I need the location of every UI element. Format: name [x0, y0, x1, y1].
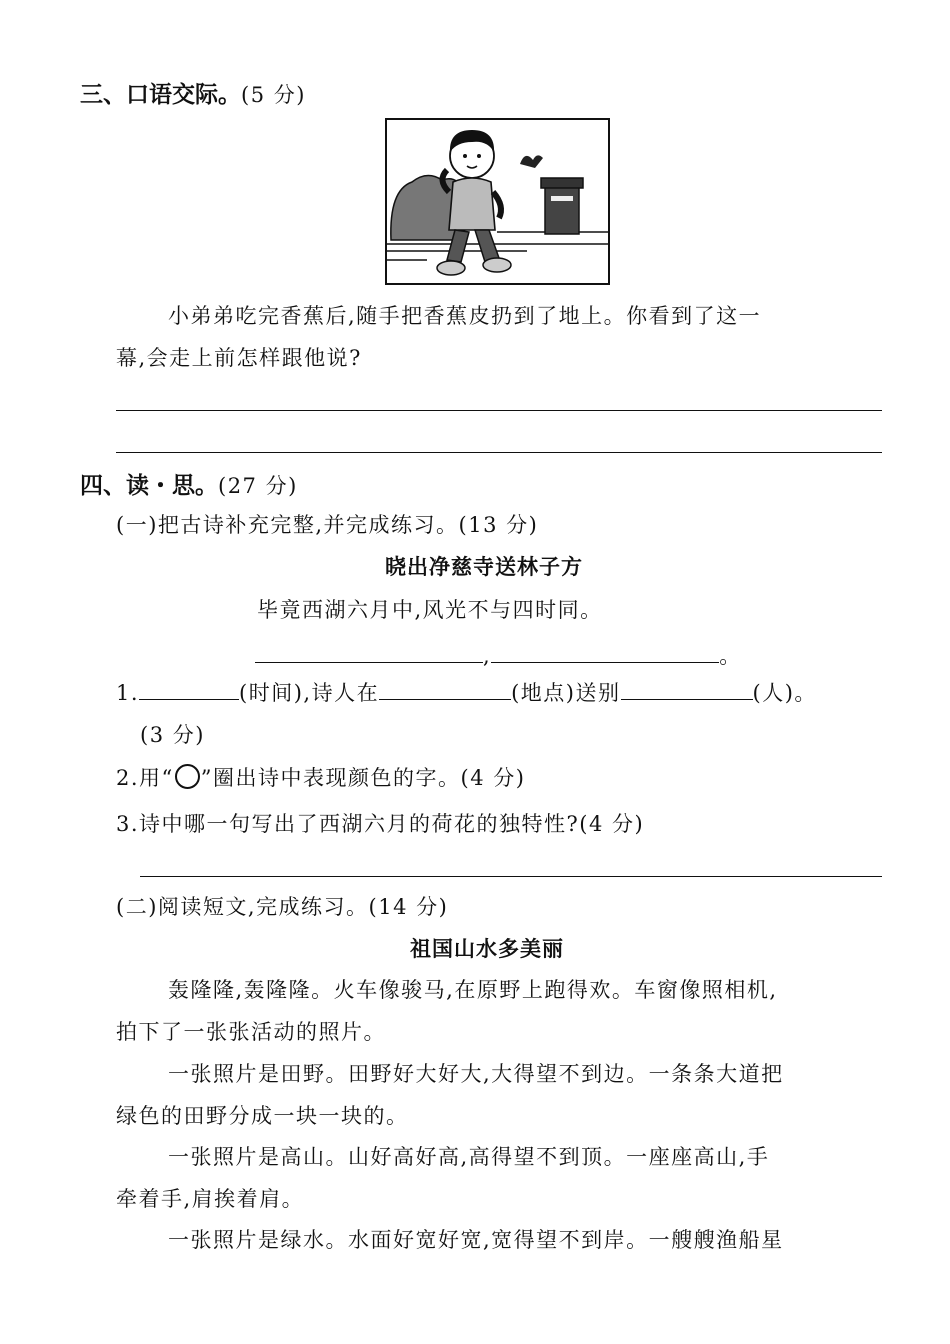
question-2 [116, 762, 525, 792]
passage-line: 牵着手,肩挨着肩。 [116, 1187, 305, 1211]
passage-line: 拍下了一张张活动的照片。 [116, 1020, 386, 1044]
poem-blank-2[interactable] [491, 642, 719, 663]
circle-icon [175, 764, 200, 789]
part1-label: (一)把古诗补充完整,并完成练习。(13 分) [116, 513, 539, 537]
q1-score: (3 分) [140, 723, 205, 747]
section4-heading [80, 467, 298, 500]
poem-comma: , [483, 644, 492, 668]
section3-score: (5 分) [241, 83, 306, 107]
part2-label: (二)阅读短文,完成练习。(14 分) [116, 895, 449, 919]
q1-person-label: (人)。 [752, 681, 817, 705]
passage-title: 祖国山水多美丽 [410, 937, 564, 961]
poem-line2-blanks [255, 640, 742, 670]
section3-prompt-line2: 幕,会走上前怎样跟他说? [116, 346, 362, 370]
section3-heading-text: 三、口语交际。 [80, 82, 241, 108]
poem-line1: 毕竟西湖六月中,风光不与四时同。 [257, 598, 603, 622]
question-3: 3.诗中哪一句写出了西湖六月的荷花的独特性?(4 分) [116, 812, 645, 836]
passage-line: 一张照片是高山。山好高好高,高得望不到顶。一座座高山,手 [168, 1145, 770, 1169]
question-1 [116, 677, 817, 707]
section3-heading [80, 76, 306, 109]
q2-suffix: ”圈出诗中表现颜色的字。(4 分) [200, 766, 526, 790]
q1-time-label: (时间),诗人在 [239, 681, 380, 705]
answer-line-1[interactable] [116, 410, 882, 411]
section3-prompt-line1: 小弟弟吃完香蕉后,随手把香蕉皮扔到了地上。你看到了这一 [168, 304, 762, 328]
q1-blank-time[interactable] [139, 679, 239, 700]
passage-line: 绿色的田野分成一块一块的。 [116, 1104, 409, 1128]
q2-prefix: 2.用“ [116, 766, 174, 790]
poem-title: 晓出净慈寺送林子方 [385, 555, 583, 579]
section4-score: (27 分) [218, 474, 298, 498]
section4-heading-text: 四、读・思。 [80, 473, 218, 499]
q1-number: 1. [116, 681, 140, 705]
poem-period: 。 [719, 644, 742, 668]
boy-banana-illustration [387, 120, 608, 283]
q3-answer-line[interactable] [140, 876, 882, 877]
answer-line-2[interactable] [116, 452, 882, 453]
q1-blank-person[interactable] [621, 679, 753, 700]
q1-place-label: (地点)送别 [511, 681, 621, 705]
passage-line: 一张照片是田野。田野好大好大,大得望不到边。一条条大道把 [168, 1062, 784, 1086]
illustration-boy-banana [385, 118, 610, 285]
q1-blank-place[interactable] [379, 679, 511, 700]
passage-line: 一张照片是绿水。水面好宽好宽,宽得望不到岸。一艘艘渔船星 [168, 1228, 784, 1252]
poem-blank-1[interactable] [255, 642, 483, 663]
passage-line: 轰隆隆,轰隆隆。火车像骏马,在原野上跑得欢。车窗像照相机, [168, 978, 778, 1002]
